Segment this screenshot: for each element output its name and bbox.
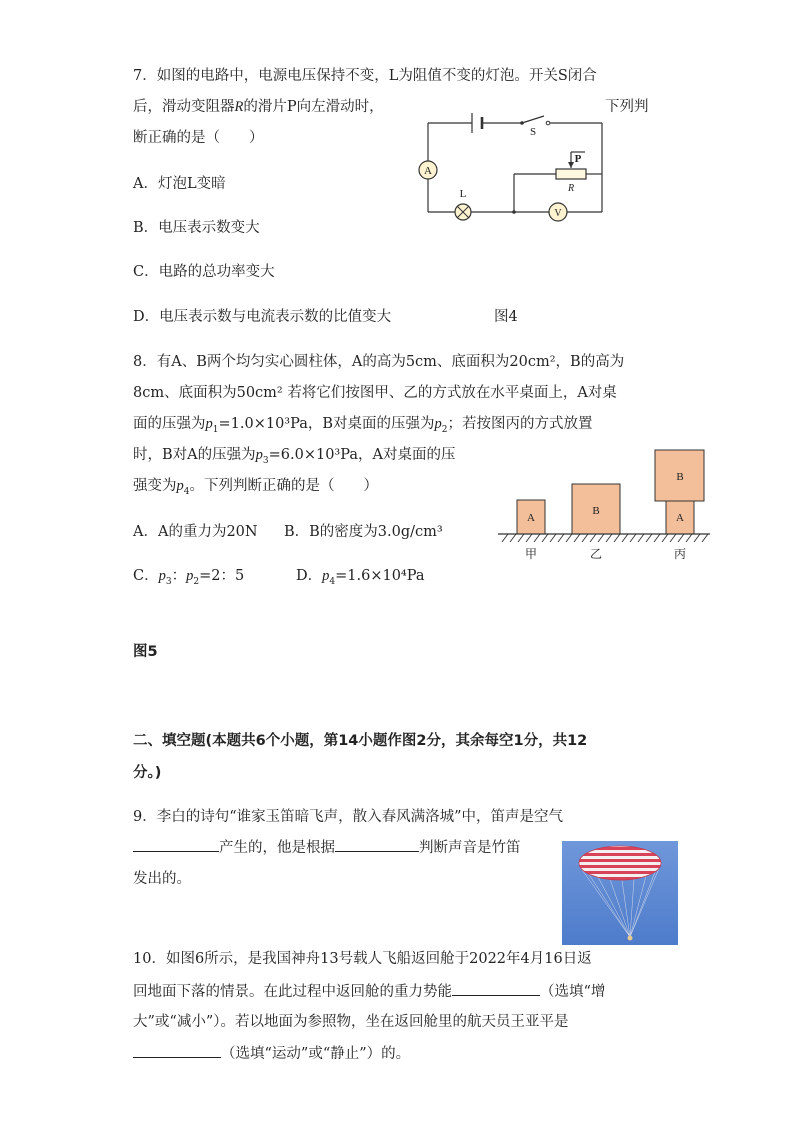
q8-option-b[interactable]: B．B的密度为3.0g/cm³ (284, 524, 443, 540)
q8-line3-text-b: =1.0×10³Pa，B对桌面的压强为 (218, 416, 435, 432)
lamp-label: L (459, 188, 467, 200)
q8-line5 (133, 476, 378, 502)
q8-option-c[interactable] (133, 566, 244, 592)
q8-option-d-prefix: D． (296, 568, 323, 584)
q8-line3-text: 面的压强为 (133, 416, 206, 432)
ammeter-label: A (424, 165, 432, 177)
q8-line5-text: 强变为 (133, 478, 177, 494)
q7-option-a[interactable]: A．灯泡L变暗 (133, 176, 226, 192)
p1-symbol: p (205, 416, 213, 432)
optc-p2-subscript: 2 (193, 576, 200, 587)
q10-line2-text: 回地面下落的情景。在此过程中返回舱的重力势能 (133, 984, 452, 1000)
label-jia: 甲 (524, 547, 538, 561)
q10-line2-text-b: （选填“增 (540, 984, 606, 1000)
q8-line3-text-c: ；若按图丙的方式放置 (447, 416, 593, 432)
rheostat-icon (556, 169, 586, 179)
optd-p4-subscript: 4 (329, 576, 336, 587)
q9-line2-text: 产生的，他是根据 (219, 840, 335, 856)
q8-option-d[interactable] (296, 566, 425, 592)
battery-icon (472, 113, 482, 133)
q10-blank-1[interactable] (452, 981, 540, 996)
q8-line4 (133, 445, 455, 471)
q7-line2-tail: 下列判 (605, 99, 649, 115)
q10-line3: 大”或“减小”）。若以地面为参照物，坐在返回舱里的航天员王亚平是 (133, 1014, 569, 1030)
q10-line1: 10．如图6所示，是我国神舟13号载人飞船返回舱于2022年4月16日返 (133, 951, 592, 967)
q7-line2-text-b: 的滑片P向左滑动时， (243, 99, 384, 115)
q9-line1: 9．李白的诗句“谁家玉笛暗飞声，散入春风满洛城”中，笛声是空气 (133, 809, 564, 825)
q10-line2 (133, 981, 605, 1002)
q10-line4-text: （选填“运动”或“静止”）的。 (221, 1046, 411, 1062)
optc-p3-symbol: p (158, 568, 166, 584)
q8-line5-text-b: 。下列判断正确的是（ ） (189, 478, 378, 494)
return-capsule (628, 936, 633, 941)
switch-label: S (529, 126, 537, 138)
label-yi: 乙 (589, 547, 603, 561)
q9-blank-1[interactable] (133, 837, 219, 852)
p3-symbol: p (255, 447, 263, 463)
slider-label: P (574, 153, 582, 165)
p4-symbol: p (176, 478, 184, 494)
optc-p3-subscript: 3 (165, 576, 172, 587)
figure5-caption: 图5 (133, 644, 158, 660)
q7-rheostat-symbol: R (234, 99, 244, 115)
q9-line2-text-b: 判断声音是竹笛 (419, 840, 521, 856)
q7-line2 (133, 97, 384, 117)
section2-heading-line2: 分。) (133, 765, 162, 781)
label-bing: 丙 (673, 547, 687, 561)
section2-heading-line1: 二、填空题(本题共6个小题，第14小题作图2分，其余每空1分，共12 (133, 733, 588, 749)
q8-option-c-colon: ： (171, 568, 187, 584)
ground-hatching (502, 534, 708, 542)
q8-line2: 8cm、底面积为50cm² 若将它们按图甲、乙的方式放在水平桌面上，A对桌 (133, 385, 617, 401)
circuit-diagram (410, 108, 610, 228)
q8-line1: 8．有A、B两个均匀实心圆柱体，A的高为5cm、底面积为20cm²，B的高为 (133, 354, 625, 370)
p2-subscript: 2 (441, 424, 448, 435)
q8-line3 (133, 414, 593, 440)
q8-option-c-ratio: =2：5 (199, 568, 245, 584)
p4-subscript: 4 (183, 486, 190, 497)
q8-option-a[interactable]: A．A的重力为20N (133, 524, 258, 540)
q7-line1: 7．如图的电路中，电源电压保持不变，L为阻值不变的灯泡。开关S闭合 (133, 68, 597, 84)
block-b-bing-label: B (676, 471, 684, 483)
parachute-image (562, 841, 678, 945)
q7-line3: 断正确的是（ ） (133, 130, 264, 146)
q10-line4 (133, 1043, 410, 1064)
q7-option-d[interactable]: D．电压表示数与电流表示数的比值变大 (133, 309, 392, 325)
q8-option-c-prefix: C． (133, 568, 159, 584)
p2-symbol: p (434, 416, 442, 432)
q7-line2-text: 后，滑动变阻器 (133, 99, 235, 115)
figure4-caption: 图4 (494, 309, 518, 325)
optc-p2-symbol: p (186, 568, 194, 584)
q8-line4-text: 时，B对A的压强为 (133, 447, 256, 463)
block-a-bing-label: A (676, 512, 684, 524)
blocks-figure (498, 446, 714, 566)
block-a-jia-label: A (527, 512, 535, 524)
block-b-yi-label: B (592, 505, 600, 517)
q7-option-b[interactable]: B．电压表示数变大 (133, 220, 260, 236)
optd-p4-symbol: p (322, 568, 330, 584)
p3-subscript: 3 (262, 455, 269, 466)
q8-line4-text-b: =6.0×10³Pa，A对桌面的压 (268, 447, 456, 463)
lamp-icon (455, 204, 471, 220)
q10-blank-2[interactable] (133, 1043, 221, 1058)
q7-option-c[interactable]: C．电路的总功率变大 (133, 264, 275, 280)
voltmeter-label: V (554, 208, 562, 219)
q9-line2 (133, 837, 521, 858)
p1-subscript: 1 (212, 424, 219, 435)
q8-option-d-value: =1.6×10⁴Pa (335, 568, 425, 584)
q9-line3: 发出的。 (133, 871, 191, 887)
q9-blank-2[interactable] (335, 837, 419, 852)
rheostat-label: R (567, 183, 575, 194)
